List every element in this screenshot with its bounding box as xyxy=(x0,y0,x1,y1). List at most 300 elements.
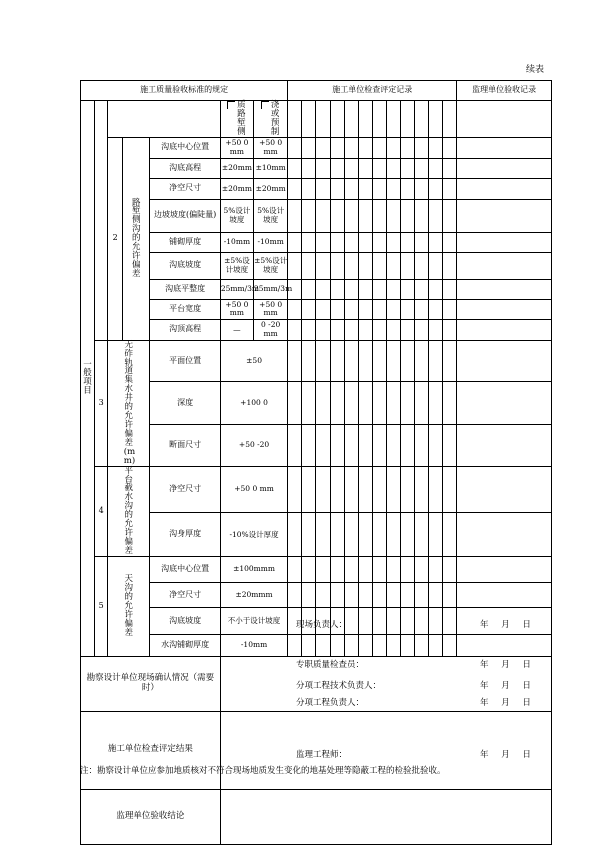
subheader-b xyxy=(254,101,288,138)
record-cell[interactable] xyxy=(330,319,344,340)
supervision-cell[interactable] xyxy=(457,556,552,582)
record-cell[interactable] xyxy=(358,252,372,279)
record-cell[interactable] xyxy=(415,279,429,299)
record-cell[interactable] xyxy=(288,425,302,466)
record-cell[interactable] xyxy=(330,178,344,199)
record-cell[interactable] xyxy=(302,425,316,466)
record-cell[interactable] xyxy=(372,101,386,138)
record-cell[interactable] xyxy=(443,556,457,582)
record-cell[interactable] xyxy=(443,513,457,556)
record-cell[interactable] xyxy=(344,319,358,340)
subheader-a xyxy=(220,101,253,138)
supervision-cell[interactable] xyxy=(457,425,552,466)
construction-date: 年 月 日 xyxy=(480,660,531,670)
record-cell[interactable] xyxy=(400,178,414,199)
subheader-b-text: 浇或预制 xyxy=(270,100,280,137)
group-title-text: 路堑侧沟的允许偏差 xyxy=(132,197,141,279)
record-cell[interactable] xyxy=(386,252,400,279)
record-cell[interactable] xyxy=(358,299,372,319)
item-label: 沟顶高程 xyxy=(150,319,220,340)
record-cell[interactable] xyxy=(344,466,358,513)
record-cell[interactable] xyxy=(429,466,443,513)
supervision-cell[interactable] xyxy=(457,178,552,199)
general-items-text: 一般项目 xyxy=(83,359,92,397)
record-cell[interactable] xyxy=(316,252,330,279)
record-cell[interactable] xyxy=(415,340,429,381)
record-cell[interactable] xyxy=(330,101,344,138)
construction-signoff-label xyxy=(81,711,221,789)
record-cell[interactable] xyxy=(429,252,443,279)
record-cell[interactable] xyxy=(429,137,443,158)
record-cell[interactable] xyxy=(386,279,400,299)
record-cell[interactable] xyxy=(400,137,414,158)
record-cell[interactable] xyxy=(302,466,316,513)
record-cell[interactable] xyxy=(358,232,372,252)
record-cell[interactable] xyxy=(288,252,302,279)
record-cell[interactable] xyxy=(400,199,414,232)
record-cell[interactable] xyxy=(386,607,400,634)
record-cell[interactable] xyxy=(288,178,302,199)
supervision-cell[interactable] xyxy=(457,279,552,299)
tolerance-b-text: ±5%设计坡度 xyxy=(254,256,288,274)
record-cell[interactable] xyxy=(415,137,429,158)
record-cell[interactable] xyxy=(429,607,443,634)
record-cell[interactable] xyxy=(386,340,400,381)
record-cell[interactable] xyxy=(316,382,330,425)
tolerance-a xyxy=(220,252,253,279)
record-cell[interactable] xyxy=(415,158,429,178)
group-number: 5 xyxy=(95,556,108,656)
record-cell[interactable] xyxy=(429,279,443,299)
record-cell[interactable] xyxy=(400,252,414,279)
supervision-signoff-area[interactable] xyxy=(220,789,551,844)
record-cell[interactable] xyxy=(400,158,414,178)
record-cell[interactable] xyxy=(330,232,344,252)
record-cell[interactable] xyxy=(429,199,443,232)
record-cell[interactable] xyxy=(358,178,372,199)
record-cell[interactable] xyxy=(288,101,302,138)
record-cell[interactable] xyxy=(344,199,358,232)
record-cell[interactable] xyxy=(302,634,316,656)
record-cell[interactable] xyxy=(429,178,443,199)
record-cell[interactable] xyxy=(443,232,457,252)
record-cell[interactable] xyxy=(358,279,372,299)
item-label: 沟身厚度 xyxy=(150,513,220,556)
record-cell[interactable] xyxy=(358,556,372,582)
record-cell[interactable] xyxy=(372,556,386,582)
record-cell[interactable] xyxy=(429,299,443,319)
record-cell[interactable] xyxy=(415,634,429,656)
record-cell[interactable] xyxy=(443,137,457,158)
supervision-cell[interactable] xyxy=(457,199,552,232)
record-cell[interactable] xyxy=(372,279,386,299)
group-title-text: 无砟轨道集水井的允许偏差(mm) xyxy=(123,339,136,466)
record-cell[interactable] xyxy=(386,199,400,232)
record-cell[interactable] xyxy=(358,101,372,138)
record-cell[interactable] xyxy=(386,634,400,656)
tolerance-a-text: +50 0 mm xyxy=(225,299,249,318)
item-label: 沟底坡度 xyxy=(150,252,220,279)
checkbox-icon[interactable] xyxy=(261,101,269,109)
record-cell[interactable] xyxy=(415,299,429,319)
record-cell[interactable] xyxy=(302,252,316,279)
record-cell[interactable] xyxy=(372,382,386,425)
supervision-cell[interactable] xyxy=(457,158,552,178)
record-cell[interactable] xyxy=(415,466,429,513)
record-cell[interactable] xyxy=(358,319,372,340)
record-cell[interactable] xyxy=(372,158,386,178)
record-cell[interactable] xyxy=(344,101,358,138)
record-cell[interactable] xyxy=(372,634,386,656)
tolerance-text: ±50 xyxy=(246,355,262,365)
record-cell[interactable] xyxy=(316,634,330,656)
record-cell[interactable] xyxy=(302,199,316,232)
record-cell[interactable] xyxy=(330,252,344,279)
record-cell[interactable] xyxy=(415,582,429,607)
record-cell[interactable] xyxy=(358,382,372,425)
record-cell[interactable] xyxy=(415,513,429,556)
record-cell[interactable] xyxy=(288,556,302,582)
record-cell[interactable] xyxy=(372,137,386,158)
continued-label: 续表 xyxy=(525,65,544,75)
record-cell[interactable] xyxy=(415,319,429,340)
record-cell[interactable] xyxy=(288,232,302,252)
tolerance-a xyxy=(220,299,253,319)
record-cell[interactable] xyxy=(443,158,457,178)
general-items-label xyxy=(81,101,95,657)
record-cell[interactable] xyxy=(302,319,316,340)
record-cell[interactable] xyxy=(358,607,372,634)
record-cell[interactable] xyxy=(386,425,400,466)
record-cell[interactable] xyxy=(372,199,386,232)
record-cell[interactable] xyxy=(302,556,316,582)
item-label: 沟底高程 xyxy=(150,158,220,178)
record-cell[interactable] xyxy=(400,101,414,138)
supervision-cell[interactable] xyxy=(457,101,552,138)
record-cell[interactable] xyxy=(443,425,457,466)
record-cell[interactable] xyxy=(316,340,330,381)
record-cell[interactable] xyxy=(344,252,358,279)
record-cell[interactable] xyxy=(344,582,358,607)
supervision-cell[interactable] xyxy=(457,252,552,279)
supervision-cell[interactable] xyxy=(457,634,552,656)
survey-signoff-label-text: 勘察设计单位现场确认情况（需要时） xyxy=(86,673,215,693)
record-cell[interactable] xyxy=(288,382,302,425)
supervision-cell[interactable] xyxy=(457,466,552,513)
tolerance-b xyxy=(254,199,288,232)
record-cell[interactable] xyxy=(316,513,330,556)
record-cell[interactable] xyxy=(429,232,443,252)
record-cell[interactable] xyxy=(429,513,443,556)
record-cell[interactable] xyxy=(415,101,429,138)
record-cell[interactable] xyxy=(386,556,400,582)
record-cell[interactable] xyxy=(302,232,316,252)
record-cell[interactable] xyxy=(429,582,443,607)
supervision-cell[interactable] xyxy=(457,232,552,252)
record-cell[interactable] xyxy=(330,582,344,607)
record-cell[interactable] xyxy=(415,178,429,199)
construction-signer: 分项工程负责人： xyxy=(296,698,365,708)
record-cell[interactable] xyxy=(443,466,457,513)
item-label: 净空尺寸 xyxy=(150,582,220,607)
record-cell[interactable] xyxy=(429,556,443,582)
record-cell[interactable] xyxy=(400,279,414,299)
supervision-record-header: 监理单位验收记录 xyxy=(457,81,552,101)
record-cell[interactable] xyxy=(443,178,457,199)
record-cell[interactable] xyxy=(344,425,358,466)
record-cell[interactable] xyxy=(288,299,302,319)
record-cell[interactable] xyxy=(358,466,372,513)
record-cell[interactable] xyxy=(316,425,330,466)
record-cell[interactable] xyxy=(386,178,400,199)
record-cell[interactable] xyxy=(344,340,358,381)
record-cell[interactable] xyxy=(288,466,302,513)
group-title-text: 平台截水沟的允许偏差 xyxy=(124,465,134,556)
record-cell[interactable] xyxy=(400,232,414,252)
record-cell[interactable] xyxy=(288,513,302,556)
item-label: 净空尺寸 xyxy=(150,466,220,513)
record-cell[interactable] xyxy=(302,299,316,319)
record-cell[interactable] xyxy=(400,319,414,340)
tolerance xyxy=(220,340,287,381)
supervision-cell[interactable] xyxy=(457,382,552,425)
record-cell[interactable] xyxy=(344,178,358,199)
record-cell[interactable] xyxy=(443,101,457,138)
record-cell[interactable] xyxy=(316,137,330,158)
tolerance-b-text: +50 0 mm xyxy=(259,138,283,156)
tolerance-a xyxy=(220,137,253,158)
record-cell[interactable] xyxy=(400,466,414,513)
tolerance-text: ±20mmm xyxy=(235,589,273,599)
tolerance-text: +100 0 xyxy=(240,398,268,407)
item-label: 深度 xyxy=(150,382,220,425)
record-cell[interactable] xyxy=(330,513,344,556)
record-cell[interactable] xyxy=(330,299,344,319)
record-cell[interactable] xyxy=(386,582,400,607)
supervision-cell[interactable] xyxy=(457,137,552,158)
record-cell[interactable] xyxy=(358,158,372,178)
record-cell[interactable] xyxy=(344,634,358,656)
record-cell[interactable] xyxy=(330,382,344,425)
record-cell[interactable] xyxy=(443,634,457,656)
tolerance-text: +50 -20 xyxy=(238,440,270,450)
record-cell[interactable] xyxy=(372,178,386,199)
record-cell[interactable] xyxy=(316,319,330,340)
record-cell[interactable] xyxy=(400,382,414,425)
record-cell[interactable] xyxy=(330,634,344,656)
record-cell[interactable] xyxy=(386,466,400,513)
record-cell[interactable] xyxy=(415,252,429,279)
record-cell[interactable] xyxy=(344,556,358,582)
record-cell[interactable] xyxy=(386,319,400,340)
record-cell[interactable] xyxy=(372,319,386,340)
record-cell[interactable] xyxy=(400,513,414,556)
record-cell[interactable] xyxy=(302,382,316,425)
supervision-cell[interactable] xyxy=(457,319,552,340)
record-cell[interactable] xyxy=(330,158,344,178)
record-cell[interactable] xyxy=(443,252,457,279)
record-cell[interactable] xyxy=(316,556,330,582)
record-cell[interactable] xyxy=(358,582,372,607)
tolerance xyxy=(220,582,287,607)
tolerance-a-text: -10mm xyxy=(223,237,251,247)
item-label: 平面位置 xyxy=(150,340,220,381)
item-label: 沟底坡度 xyxy=(150,607,220,634)
record-cell[interactable] xyxy=(316,199,330,232)
record-cell[interactable] xyxy=(429,158,443,178)
supervision-cell[interactable] xyxy=(457,299,552,319)
item-label: 铺砌厚度 xyxy=(150,232,220,252)
record-cell[interactable] xyxy=(386,232,400,252)
tolerance-b xyxy=(254,158,288,178)
record-cell[interactable] xyxy=(400,607,414,634)
record-cell[interactable] xyxy=(372,232,386,252)
record-cell[interactable] xyxy=(443,299,457,319)
record-cell[interactable] xyxy=(344,137,358,158)
checkbox-icon[interactable] xyxy=(227,101,235,109)
supervision-signer: 监理工程师： xyxy=(296,750,348,760)
record-cell[interactable] xyxy=(443,199,457,232)
record-cell[interactable] xyxy=(316,101,330,138)
record-cell[interactable] xyxy=(372,299,386,319)
record-cell[interactable] xyxy=(415,199,429,232)
record-cell[interactable] xyxy=(429,382,443,425)
record-cell[interactable] xyxy=(358,199,372,232)
record-cell[interactable] xyxy=(386,101,400,138)
item-label: 沟底中心位置 xyxy=(150,137,220,158)
record-cell[interactable] xyxy=(400,425,414,466)
record-cell[interactable] xyxy=(429,634,443,656)
record-cell[interactable] xyxy=(288,137,302,158)
tolerance-a-text: — xyxy=(233,324,241,334)
record-cell[interactable] xyxy=(302,340,316,381)
record-cell[interactable] xyxy=(316,279,330,299)
record-cell[interactable] xyxy=(386,137,400,158)
record-cell[interactable] xyxy=(429,319,443,340)
record-cell[interactable] xyxy=(302,279,316,299)
tolerance-b-text: 0 -20 mm xyxy=(261,320,281,338)
survey-signer: 现场负责人： xyxy=(296,620,348,630)
record-cell[interactable] xyxy=(302,582,316,607)
record-cell[interactable] xyxy=(443,382,457,425)
record-cell[interactable] xyxy=(386,299,400,319)
record-cell[interactable] xyxy=(316,466,330,513)
supervision-cell[interactable] xyxy=(457,582,552,607)
record-cell[interactable] xyxy=(429,425,443,466)
record-cell[interactable] xyxy=(386,513,400,556)
record-cell[interactable] xyxy=(330,425,344,466)
item-label: 沟底平整度 xyxy=(150,279,220,299)
group-number: 4 xyxy=(95,466,108,556)
record-cell[interactable] xyxy=(344,513,358,556)
record-cell[interactable] xyxy=(302,178,316,199)
tolerance-text: -10%设计厚度 xyxy=(229,529,279,539)
tolerance-text: ±100mmm xyxy=(233,564,276,574)
record-cell[interactable] xyxy=(415,382,429,425)
record-cell[interactable] xyxy=(330,279,344,299)
record-cell[interactable] xyxy=(372,513,386,556)
record-cell[interactable] xyxy=(302,513,316,556)
record-cell[interactable] xyxy=(372,582,386,607)
record-cell[interactable] xyxy=(400,340,414,381)
supervision-cell[interactable] xyxy=(457,513,552,556)
record-cell[interactable] xyxy=(386,382,400,425)
record-cell[interactable] xyxy=(316,232,330,252)
record-cell[interactable] xyxy=(344,232,358,252)
record-cell[interactable] xyxy=(288,634,302,656)
record-cell[interactable] xyxy=(288,199,302,232)
record-cell[interactable] xyxy=(372,466,386,513)
record-cell[interactable] xyxy=(429,340,443,381)
record-cell[interactable] xyxy=(344,299,358,319)
record-cell[interactable] xyxy=(316,178,330,199)
record-cell[interactable] xyxy=(443,279,457,299)
record-cell[interactable] xyxy=(316,299,330,319)
tolerance xyxy=(220,556,287,582)
record-cell[interactable] xyxy=(288,158,302,178)
record-cell[interactable] xyxy=(344,279,358,299)
record-cell[interactable] xyxy=(400,299,414,319)
record-cell[interactable] xyxy=(302,137,316,158)
header-row xyxy=(81,81,552,101)
record-cell[interactable] xyxy=(358,513,372,556)
record-cell[interactable] xyxy=(316,582,330,607)
record-cell[interactable] xyxy=(443,319,457,340)
record-cell[interactable] xyxy=(386,158,400,178)
record-cell[interactable] xyxy=(330,137,344,158)
record-cell[interactable] xyxy=(344,382,358,425)
tolerance-a-text: 25mm/3m xyxy=(220,284,259,294)
record-cell[interactable] xyxy=(330,466,344,513)
record-cell[interactable] xyxy=(443,582,457,607)
record-cell[interactable] xyxy=(330,340,344,381)
record-cell[interactable] xyxy=(288,582,302,607)
record-cell[interactable] xyxy=(330,199,344,232)
record-cell[interactable] xyxy=(302,158,316,178)
record-cell[interactable] xyxy=(400,634,414,656)
record-cell[interactable] xyxy=(358,425,372,466)
construction-signer: 分项工程技术负责人： xyxy=(296,681,382,691)
record-cell[interactable] xyxy=(372,340,386,381)
supervision-cell[interactable] xyxy=(457,340,552,381)
record-cell[interactable] xyxy=(443,340,457,381)
record-cell[interactable] xyxy=(372,425,386,466)
record-cell[interactable] xyxy=(358,340,372,381)
record-cell[interactable] xyxy=(358,634,372,656)
record-cell[interactable] xyxy=(288,319,302,340)
record-cell[interactable] xyxy=(415,425,429,466)
record-cell[interactable] xyxy=(415,232,429,252)
record-cell[interactable] xyxy=(415,556,429,582)
tolerance xyxy=(220,634,287,656)
group-title xyxy=(108,466,150,556)
standard-header: 施工质量验收标准的规定 xyxy=(81,81,288,101)
record-cell[interactable] xyxy=(429,101,443,138)
record-cell[interactable] xyxy=(400,556,414,582)
record-cell[interactable] xyxy=(330,556,344,582)
record-cell[interactable] xyxy=(400,582,414,607)
record-cell[interactable] xyxy=(415,607,429,634)
record-cell[interactable] xyxy=(372,252,386,279)
record-cell[interactable] xyxy=(372,607,386,634)
record-cell[interactable] xyxy=(358,137,372,158)
record-cell[interactable] xyxy=(316,158,330,178)
record-cell[interactable] xyxy=(344,158,358,178)
construction-signer: 专职质量检查员： xyxy=(296,660,365,670)
record-cell[interactable] xyxy=(443,607,457,634)
record-cell[interactable] xyxy=(288,340,302,381)
record-cell[interactable] xyxy=(302,101,316,138)
